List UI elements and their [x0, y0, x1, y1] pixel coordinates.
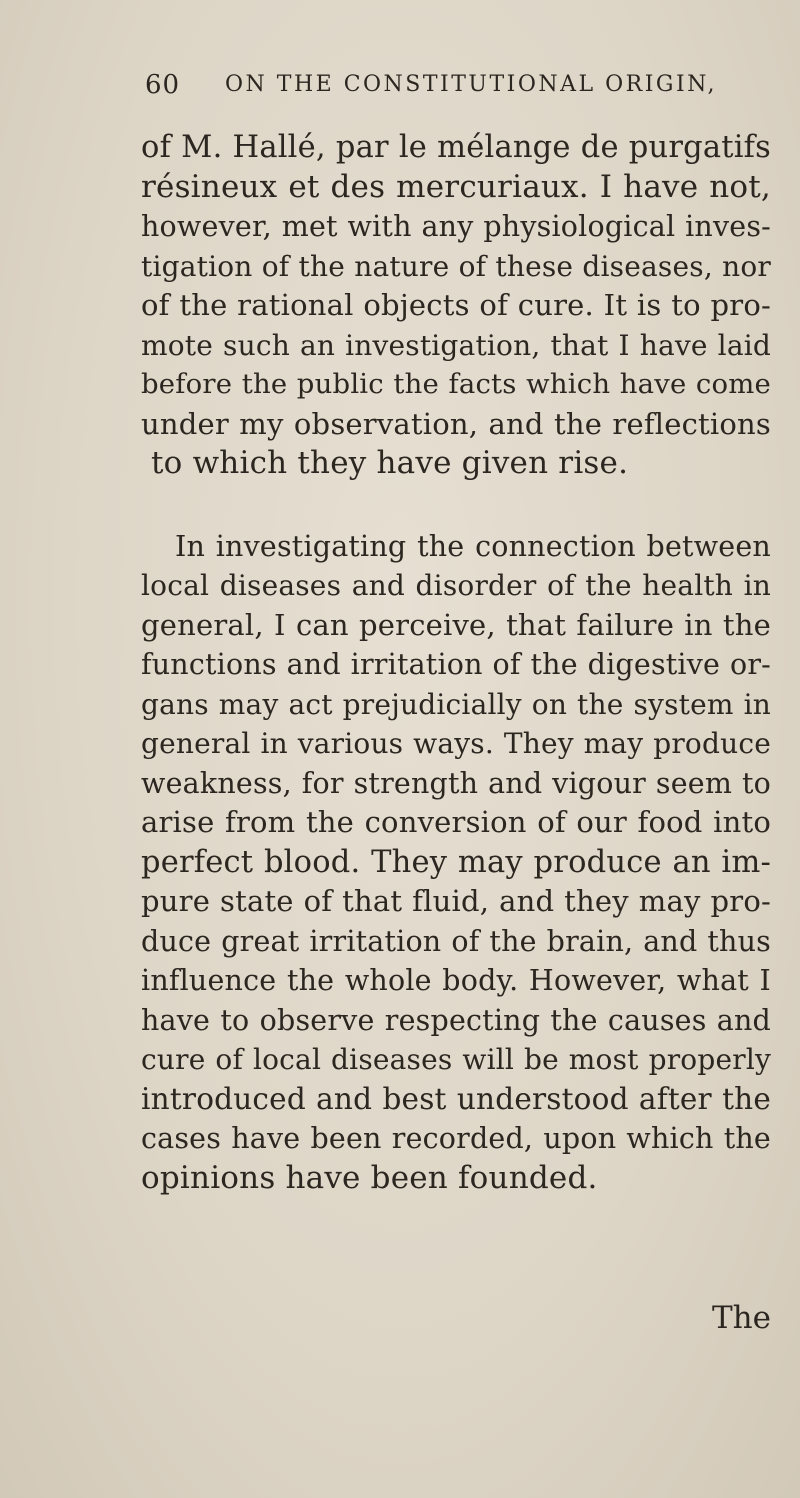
text-line: gans may act prejudicially on the system in: [141, 687, 771, 721]
text-line: duce great irritation of the brain, and thus: [141, 924, 771, 958]
page-header: [0, 70, 800, 110]
text-line: cure of local diseases will be most properly: [141, 1043, 771, 1076]
text-line: résineux et des mercuriaux. I have not,: [141, 168, 771, 205]
catchword: The: [712, 1300, 771, 1336]
page-number: 60: [145, 70, 181, 100]
text-line: opinions have been founded.: [141, 1159, 598, 1196]
text-line: general in various ways. They may produce: [141, 727, 771, 760]
text-line: In investigating the connection between: [175, 529, 771, 563]
running-head: ON THE CONSTITUTIONAL ORIGIN,: [225, 72, 717, 97]
text-line: introduced and best understood after the: [141, 1081, 771, 1116]
text-line: pure state of that fluid, and they may pro-: [141, 884, 771, 918]
text-line: under my observation, and the reflections: [141, 406, 771, 441]
text-line: weakness, for strength and vigour seem to: [141, 766, 771, 800]
paragraph-2: [141, 527, 771, 1199]
text-line: tigation of the nature of these diseases, nor: [141, 249, 771, 283]
text-line: mote such an investigation, that I have laid: [141, 328, 771, 362]
text-line: to which they have given rise.: [151, 445, 629, 481]
text-line: local diseases and disorder of the health in: [141, 569, 771, 602]
paragraph-1: [141, 128, 771, 484]
text-line: influence the whole body. However, what I: [141, 964, 771, 997]
text-line: cases have been recorded, upon which the: [141, 1122, 771, 1155]
text-line: general, I can perceive, that failure in the: [141, 607, 771, 642]
text-line: before the public the facts which have come: [141, 368, 771, 400]
text-line: however, met with any physiological inves-: [141, 210, 771, 243]
text-line: arise from the conversion of our food into: [141, 805, 771, 839]
text-line: have to observe respecting the causes and: [141, 1003, 771, 1037]
text-line: of the rational objects of cure. It is to pro-: [141, 288, 771, 322]
text-line: functions and irritation of the digestive or-: [141, 648, 771, 681]
text-line: of M. Hallé, par le mélange de purgatifs: [141, 130, 771, 165]
body-text: [141, 128, 771, 1198]
text-line: perfect blood. They may produce an im-: [141, 844, 771, 880]
